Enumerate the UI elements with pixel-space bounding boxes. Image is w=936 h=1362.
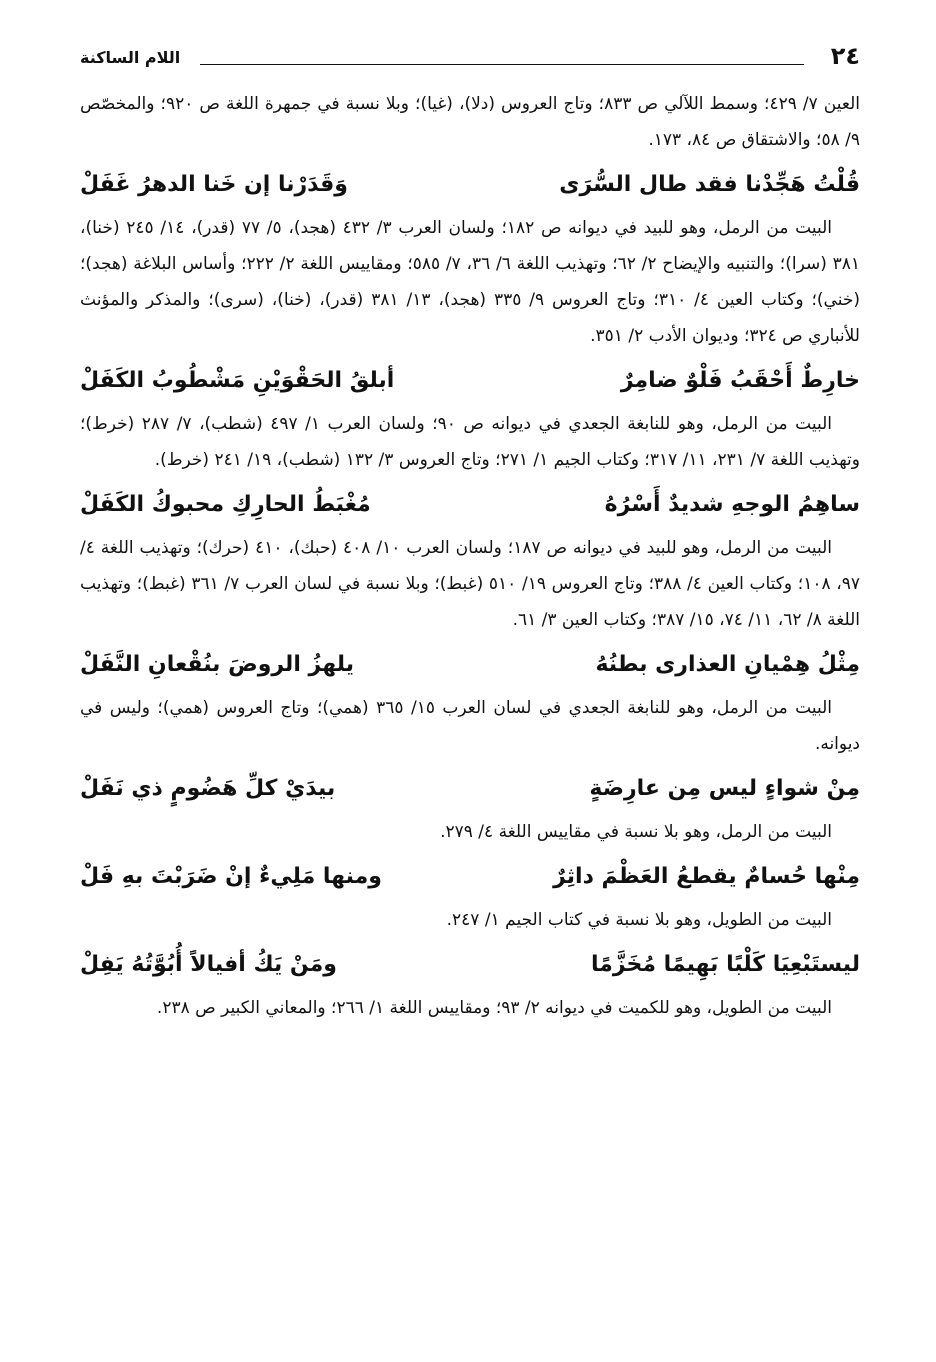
verse-note: البيت من الرمل، وهو للنابغة الجعدي في ديوانه ص ٩٠؛ ولسان العرب ١/ ٤٩٧ (شطب)، ٧/ ٢٨٧ (خرط)؛ وتهذيب اللغة ٧/ ٢٣١، ١١/ ٣١٧؛ وكتاب الجيم ١/ ٢٧١؛ وتاج العروس ٣/ ١٣٢ (شطب)، ١٩/ ٢٤١ (خرط). xyxy=(80,414,860,470)
verse-first-hemistich: مِنْها حُسامٌ يقطعُ العَظْمَ داثِرٌ xyxy=(553,864,860,889)
verse-note: البيت من الرمل، وهو للبيد في ديوانه ص ١٨٢؛ ولسان العرب ٣/ ٤٣٢ (هجد)، ٥/ ٧٧ (قدر)، ١٤/ ٢٤٥ (خنا)، ٣٨١ (سرا)؛ والتنبيه والإيضاح ٢/ ٦٢؛ وتهذيب اللغة ٦/ ٣٦، ٧/ ٥٨٥؛ ومقاييس اللغة ٢/ ٢٢٢؛ وأساس البلاغة (هجد)؛ (خني)؛ وكتاب العين ٤/ ٣١٠؛ وتاج العروس ٩/ ٣٣٥ (هجد)، ١٣/ ٣٨١ (قدر)، (خنا)، (سرى)؛ والمذكر والمؤنث للأنباري ص ٣٢٤؛ وديوان الأدب ٢/ ٣٥١. xyxy=(80,218,860,346)
verse-first-hemistich: خارِطٌ أَحْقَبُ فَلْوٌ ضامِرٌ xyxy=(620,368,860,393)
verse xyxy=(80,856,860,898)
verse-first-hemistich: ساهِمُ الوجهِ شديدٌ أَسْرُهُ xyxy=(604,492,860,517)
verse-second-hemistich: مُغْبَطُ الحارِكِ محبوكُ الكَفَلْ xyxy=(80,492,371,517)
entry-6 xyxy=(80,856,860,938)
verse xyxy=(80,944,860,986)
verse-note: البيت من الطويل، وهو للكميت في ديوانه ٢/ ٩٣؛ ومقاييس اللغة ١/ ٢٦٦؛ والمعاني الكبير ص ٢٣٨. xyxy=(156,998,832,1018)
verse-second-hemistich: وَقَدَرْنا إن خَنا الدهرُ غَفَلْ xyxy=(80,172,348,197)
entry-3 xyxy=(80,484,860,638)
verse-note: البيت من الرمل، وهو بلا نسبة في مقاييس اللغة ٤/ ٢٧٩. xyxy=(440,822,832,842)
entry-2 xyxy=(80,360,860,478)
verse-note: البيت من الرمل، وهو للنابغة الجعدي في لسان العرب ١٥/ ٣٦٥ (همي)؛ وتاج العروس (همي)؛ وليس في ديوانه. xyxy=(80,698,860,754)
entry-7 xyxy=(80,944,860,1026)
verse-note: البيت من الطويل، وهو بلا نسبة في كتاب الجيم ١/ ٢٤٧. xyxy=(446,910,832,930)
entry-5 xyxy=(80,768,860,850)
verse xyxy=(80,484,860,526)
verse-second-hemistich: ومَنْ يَكُ أفيالاً أُبُوَّتُهُ يَفِلْ xyxy=(80,952,337,977)
running-title: اللام الساكنة xyxy=(80,48,181,67)
verse-first-hemistich: مِنْ شواءٍ ليس مِن عارِضَةٍ xyxy=(589,776,860,801)
verse-note: البيت من الرمل، وهو للبيد في ديوانه ص ١٨٧؛ ولسان العرب ١٠/ ٤٠٨ (حبك)، ٤١٠ (حرك)؛ وتهذيب اللغة ٤/ ٩٧، ١٠٨؛ وكتاب العين ٤/ ٣٨٨؛ وتاج العروس ١٩/ ٥١٠ (غبط)؛ وبلا نسبة في لسان العرب ٧/ ٣٦١ (غبط)؛ وتهذيب اللغة ٨/ ٦٢، ١١/ ٧٤، ١٥/ ٣٨٧؛ وكتاب العين ٣/ ٦١. xyxy=(80,538,861,630)
intro-note: العين ٧/ ٤٢٩؛ وسمط اللآلي ص ٨٣٣؛ وتاج العروس (دلا)، (غيا)؛ وبلا نسبة في جمهرة اللغة ص ٩٢٠؛ والمخصّص ٩/ ٥٨؛ والاشتقاق ص ٨٤، ١٧٣. xyxy=(80,94,860,150)
page-number: ٢٤ xyxy=(830,42,860,70)
entry-1 xyxy=(80,164,860,354)
verse-first-hemistich: ليستَبْعِيَا كَلْبًا بَهِيمًا مُخَزَّمًا xyxy=(590,952,860,977)
verse-second-hemistich: بيدَيْ كلِّ هَضُومٍ ذي نَفَلْ xyxy=(80,776,336,801)
verse-second-hemistich: يلهزُ الروضَ بنُقْعانِ النَّفَلْ xyxy=(80,652,354,677)
verse-first-hemistich: قُلْتُ هَجِّدْنا فقد طال السُّرَى xyxy=(559,172,860,197)
verse xyxy=(80,644,860,686)
verse-second-hemistich: أبلقُ الحَقْوَيْنِ مَشْطُوبُ الكَفَلْ xyxy=(80,368,395,393)
entry-4 xyxy=(80,644,860,762)
verse xyxy=(80,360,860,402)
page-header xyxy=(80,34,860,86)
verse-first-hemistich: مِثْلُ هِمْيانِ العذارى بطنُهُ xyxy=(595,652,860,677)
verse xyxy=(80,768,860,810)
verse xyxy=(80,164,860,206)
verse-second-hemistich: ومنها مَلِيءٌ إنْ ضَرَبْتَ بهِ فَلْ xyxy=(80,864,382,889)
header-rule xyxy=(200,64,804,65)
